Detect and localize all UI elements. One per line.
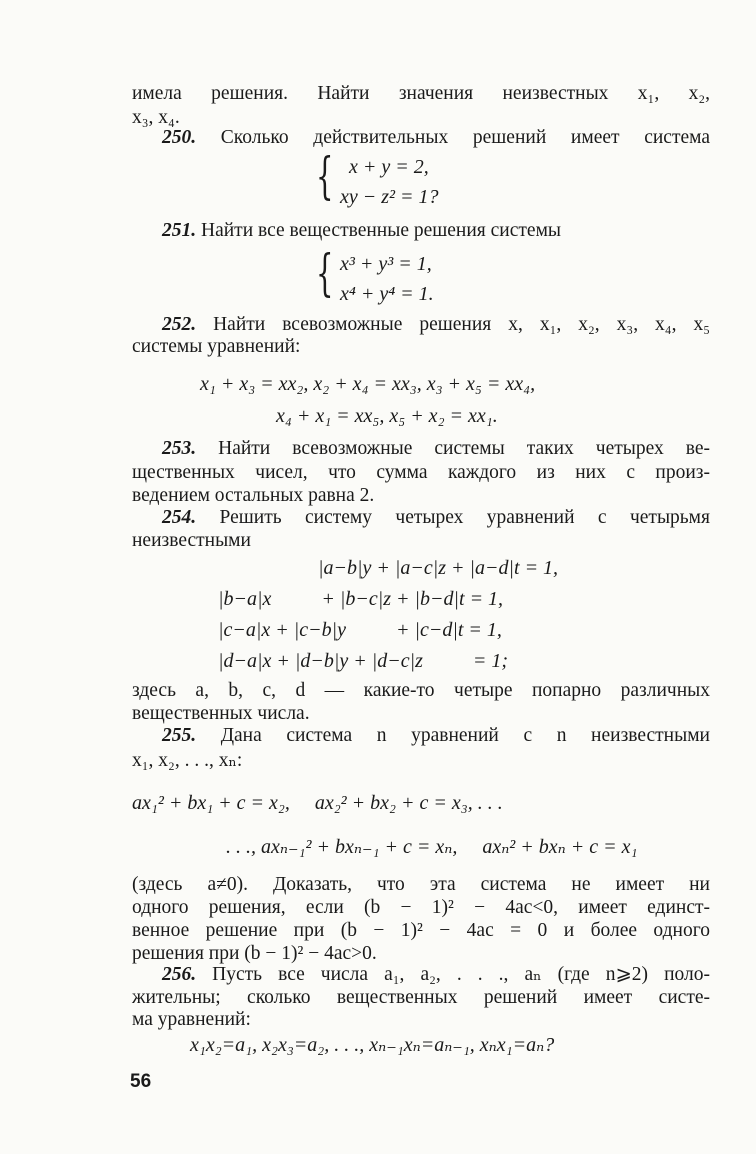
text-line: одного решения, если (b − 1)² − 4ac<0, имеет единст- [132, 897, 710, 918]
problem-255 [162, 724, 710, 748]
problem-text: Пусть все числа a₁, a₂, . . ., aₙ (где n⩾2) поло- [196, 964, 710, 985]
problem-number: 252. [162, 314, 197, 335]
problem-254 [162, 506, 710, 530]
equation: x₄ + x₁ = xx₅, x₅ + x₂ = xx₁. [276, 405, 498, 427]
text-line: решения при (b − 1)² − 4ac>0. [132, 943, 377, 964]
problem-text: Сколько действительных решений имеет система [196, 127, 710, 148]
equation: x³ + y³ = 1, [340, 253, 432, 275]
problem-text: Решить систему четырех уравнений с четырьмя [196, 507, 710, 528]
problem-250 [162, 126, 710, 150]
equation: x⁴ + y⁴ = 1. [340, 283, 434, 305]
equation: x₁x₂=a₁, x₂x₃=a₂, . . ., xₙ₋₁xₙ=aₙ₋₁, xₙx₁=aₙ? [190, 1034, 555, 1056]
text-line: венное решение при (b − 1)² − 4ac = 0 и более одного [132, 920, 710, 941]
equation: x + y = 2, [349, 156, 429, 178]
problem-number: 254. [162, 507, 197, 528]
problem-number: 250. [162, 127, 197, 148]
page-number: 56 [130, 1071, 152, 1092]
equation: |a−b|y + |a−c|z + |a−d|t = 1, [318, 557, 559, 579]
problem-text: Найти всевозможные системы таких четырех ве- [196, 438, 710, 459]
equation: xy − z² = 1? [340, 186, 439, 208]
equation: |b−a|x + |b−c|z + |b−d|t = 1, [218, 588, 504, 610]
system-brace: { [316, 147, 334, 205]
equation: |c−a|x + |c−b|y + |c−d|t = 1, [218, 619, 502, 641]
equation: |d−a|x + |d−b|y + |d−c|z = 1; [218, 650, 509, 672]
text-line: здесь a, b, c, d — какие-то четыре попарно различных [132, 680, 710, 701]
problem-256 [162, 963, 710, 987]
problem-text: Найти всевозможные решения x, x₁, x₂, x₃, x₄, x₅ [196, 314, 710, 335]
equation: ax₁² + bx₁ + c = x₂, ax₂² + bx₂ + c = x₃, . . . [132, 792, 503, 814]
problem-253 [162, 437, 710, 461]
text-line: системы уравнений: [132, 336, 301, 357]
problem-number: 256. [162, 964, 197, 985]
text-line: ма уравнений: [132, 1009, 251, 1030]
equation: . . ., axₙ₋₁² + bxₙ₋₁ + c = xₙ, axₙ² + bxₙ + c = x₁ [226, 836, 638, 858]
system-brace: { [316, 244, 334, 302]
text-line: щественных чисел, что сумма каждого из них с произ- [132, 462, 710, 483]
text-line: неизвестными [132, 530, 251, 551]
problem-text: Найти все вещественные решения системы [196, 220, 562, 241]
problem-number: 251. [162, 220, 197, 241]
text-line: вещественных числа. [132, 703, 310, 724]
problem-number: 255. [162, 725, 197, 746]
text-line: x₃, x₄. [132, 107, 180, 128]
problem-251 [162, 219, 710, 243]
problem-text: Дана система n уравнений с n неизвестными [196, 725, 710, 746]
text-line: ведением остальных равна 2. [132, 485, 375, 506]
text-line: жительны; сколько вещественных решений имеет систе- [132, 987, 710, 1008]
text-line: имела решения. Найти значения неизвестных x₁, x₂, [132, 83, 710, 104]
problem-number: 253. [162, 438, 197, 459]
problem-252 [162, 313, 710, 337]
equation: x₁ + x₃ = xx₂, x₂ + x₄ = xx₃, x₃ + x₅ = xx₄, [200, 373, 536, 395]
text-line: x₁, x₂, . . ., xₙ: [132, 750, 243, 771]
text-line: (здесь a≠0). Доказать, что эта система не имеет ни [132, 874, 710, 895]
